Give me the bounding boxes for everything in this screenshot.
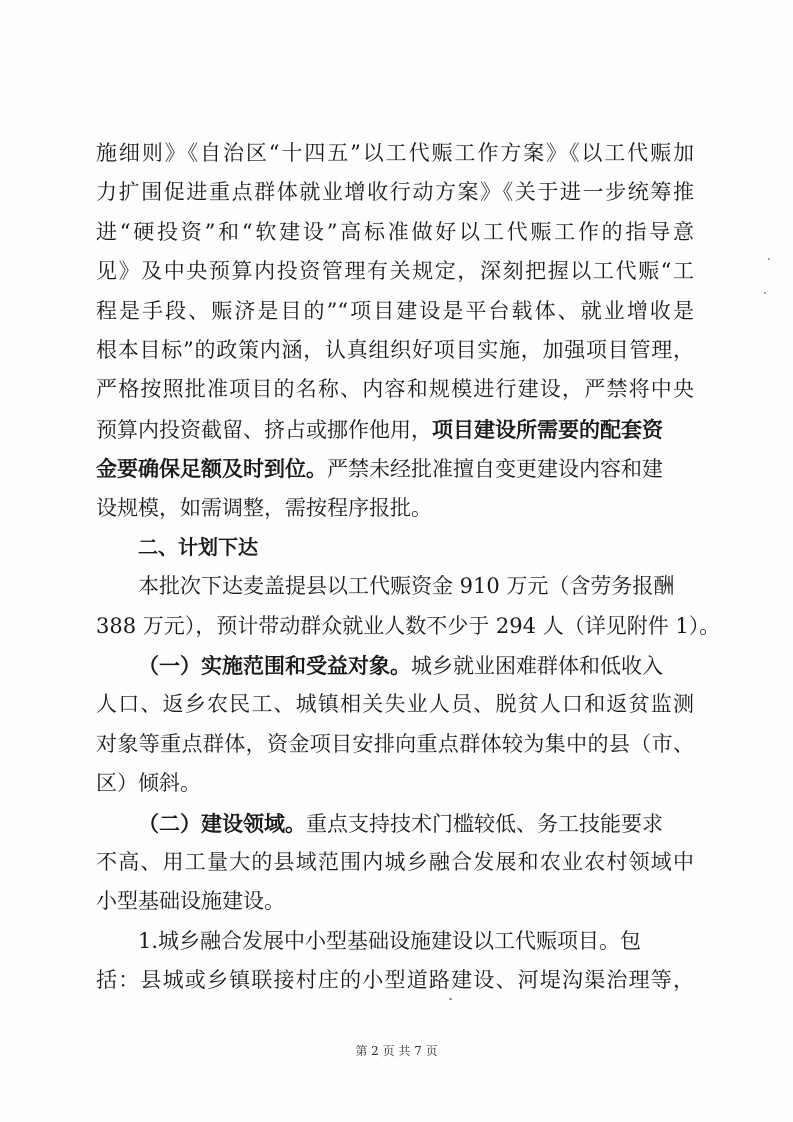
subsection-line <box>96 804 694 843</box>
body-text-bold: 金要确保足额及时到位。 <box>96 456 327 482</box>
scan-speck <box>449 998 452 1000</box>
body-line-mixed <box>96 449 694 488</box>
body-line-mixed <box>96 410 694 449</box>
page-number-footer: 第 2 页 共 7 页 <box>355 1044 438 1058</box>
body-text-bold: 项目建设所需要的配套资 <box>432 416 663 442</box>
document-body <box>96 134 721 1001</box>
subsection-title: （一）实施范围和受益对象。 <box>138 653 411 679</box>
subsection-title: （二）建设领域。 <box>138 810 306 836</box>
body-text-normal: 严禁未经批准擅自变更建设内容和建 <box>327 457 663 482</box>
body-line: 人口、返乡农民工、城镇相关失业人员、脱贫人口和返贫监测 <box>96 692 694 717</box>
body-line: 力扩围促进重点群体就业增收行动方案》《关于进一步统筹推 <box>96 180 694 205</box>
body-line: 区）倾斜。 <box>96 771 201 796</box>
section-heading: 二、计划下达 <box>138 534 258 559</box>
body-text-normal: 重点支持技术门槛较低、务工技能要求 <box>306 811 663 836</box>
body-text-normal: 预算内投资截留、挤占或挪作他用， <box>96 417 432 442</box>
scan-speck <box>768 258 770 260</box>
list-item-line: 1.城乡融合发展中小型基础设施建设以工代赈项目。包 <box>138 928 642 953</box>
body-line: 严格按照批准项目的名称、内容和规模进行建设，严禁将中央 <box>96 377 694 402</box>
body-text-normal: 城乡就业困难群体和低收入 <box>411 654 663 679</box>
body-line: 进“硬投资”和“软建设”高标准做好以工代赈工作的指导意 <box>96 219 694 244</box>
paragraph-first-line: 本批次下达麦盖提县以工代赈资金 910 万元（含劳务报酬 <box>138 574 675 599</box>
body-line: 括：县城或乡镇联接村庄的小型道路建设、河堤沟渠治理等， <box>96 968 694 993</box>
body-line: 不高、用工量大的县域范围内城乡融合发展和农业农村领域中 <box>96 850 694 875</box>
scan-speck <box>764 292 766 294</box>
body-line: 388 万元），预计带动群众就业人数不少于 294 人（详见附件 1）。 <box>96 613 721 638</box>
body-line: 设规模，如需调整，需按程序报批。 <box>96 495 432 520</box>
body-line: 施细则》《自治区“十四五”以工代赈工作方案》《以工代赈加 <box>96 141 694 165</box>
body-line: 见》及中央预算内投资管理有关规定，深刻把握以工代赈“工 <box>96 259 694 284</box>
body-line: 小型基础设施建设。 <box>96 889 285 914</box>
body-line: 程是手段、赈济是目的”“项目建设是平台载体、就业增收是 <box>96 298 694 323</box>
body-line: 根本目标”的政策内涵，认真组织好项目实施，加强项目管理， <box>96 337 694 362</box>
body-line: 对象等重点群体，资金项目安排向重点群体较为集中的县（市、 <box>96 731 694 756</box>
subsection-line <box>96 646 694 685</box>
